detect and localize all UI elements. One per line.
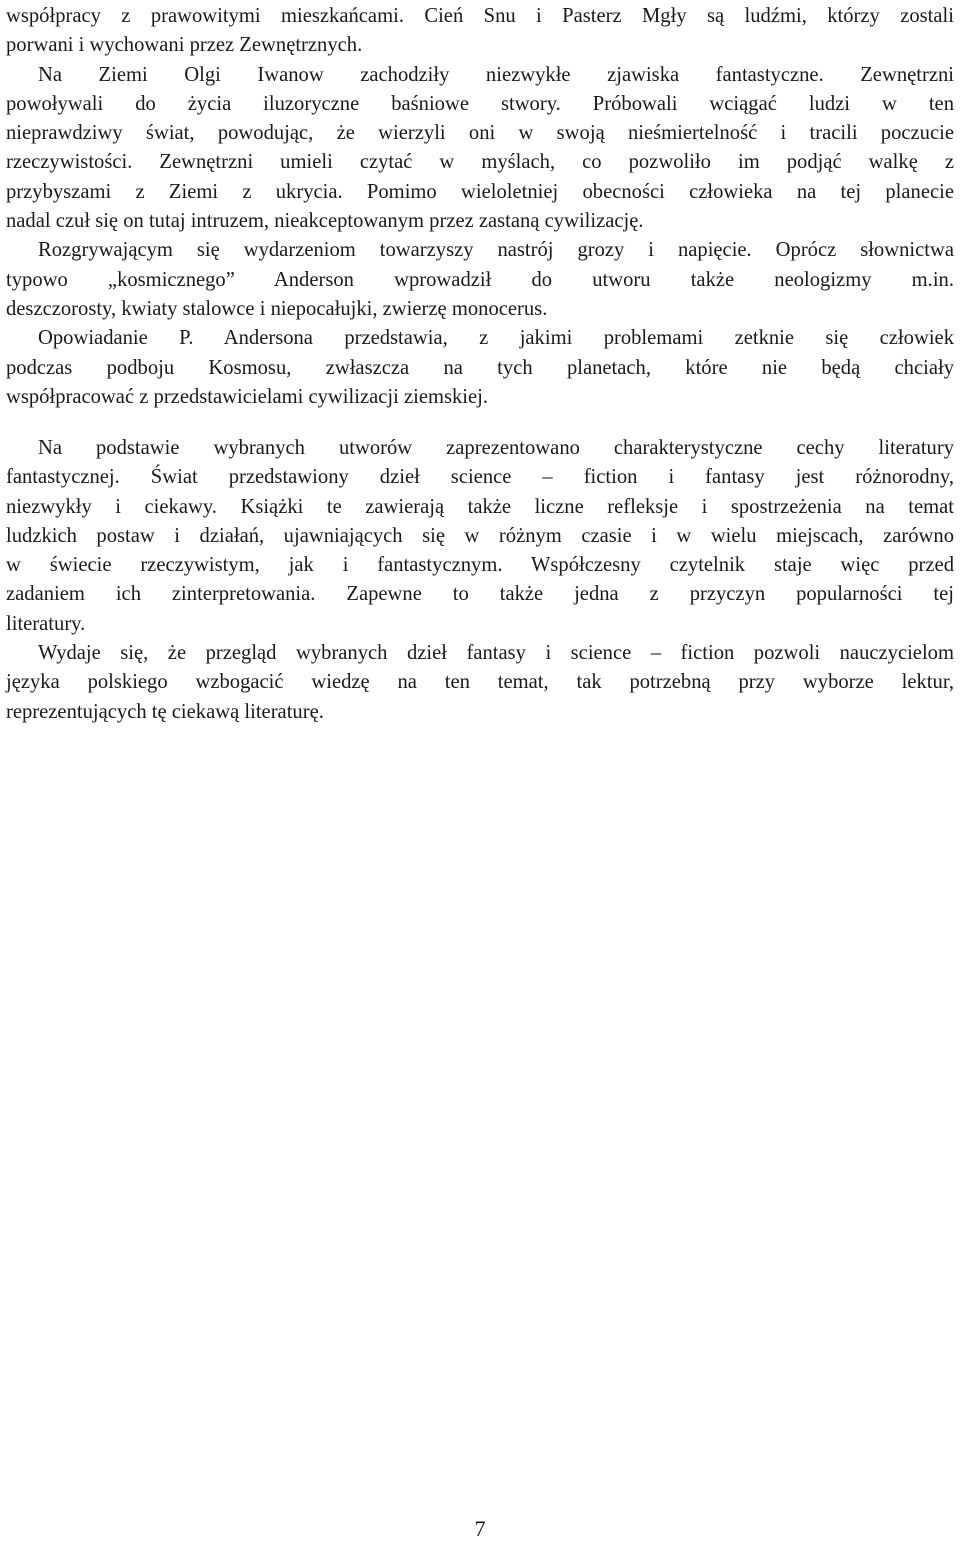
- paragraph-group-2: [6, 434, 954, 727]
- text-line: Na podstawie wybranych utworów zaprezentowano charakterystyczne cechy literatury: [38, 437, 954, 459]
- text-line: deszczorosty, kwiaty stalowce i niepocałujki, zwierzę monocerus.: [6, 297, 548, 320]
- text-line: fantastycznej. Świat przedstawiony dzieł science – fiction i fantasy jest różnorodny,: [6, 466, 954, 489]
- text-line: ludzkich postaw i działań, ujawniających się w różnym czasie i w wielu miejscach, zarówno: [6, 524, 954, 547]
- text-line: zadaniem ich zinterpretowania. Zapewne to także jedna z przyczyn popularności tej: [6, 583, 954, 606]
- text-line: powoływali do życia iluzoryczne baśniowe stwory. Próbowali wciągać ludzi w ten: [6, 92, 954, 115]
- text-line: języka polskiego wzbogacić wiedzę na ten temat, tak potrzebną przy wyborze lektur,: [6, 671, 954, 694]
- text-line: Opowiadanie P. Andersona przedstawia, z jakimi problemami zetknie się człowiek: [38, 327, 954, 350]
- text-line: współpracy z prawowitymi mieszkańcami. Cień Snu i Pasterz Mgły są ludźmi, którzy zostali: [6, 5, 954, 27]
- text-line: Wydaje się, że przegląd wybranych dzieł fantasy i science – fiction pozwoli nauczycielom: [38, 642, 954, 665]
- text-line: rzeczywistości. Zewnętrzni umieli czytać w myślach, co pozwoliło im podjąć walkę z: [6, 151, 954, 174]
- paragraph-group-1: [6, 2, 954, 412]
- text-line: Rozgrywającym się wydarzeniom towarzyszy nastrój grozy i napięcie. Oprócz słownictwa: [38, 239, 954, 262]
- text-line: literatury.: [6, 612, 86, 635]
- page-number: 7: [474, 1516, 486, 1541]
- text-line: współpracować z przedstawicielami cywilizacji ziemskiej.: [6, 385, 489, 408]
- text-line: Na Ziemi Olgi Iwanow zachodziły niezwykłe zjawiska fantastyczne. Zewnętrzni: [38, 63, 954, 86]
- text-line: typowo „kosmicznego” Anderson wprowadził do utworu także neologizmy m.in.: [6, 268, 954, 291]
- text-line: reprezentujących tę ciekawą literaturę.: [6, 700, 324, 723]
- text-line: nieprawdziwy świat, powodując, że wierzyli oni w swoją nieśmiertelność i tracili poczucie: [6, 122, 954, 145]
- text-line: porwani i wychowani przez Zewnętrznych.: [6, 34, 363, 57]
- text-line: przybyszami z Ziemi z ukrycia. Pomimo wieloletniej obecności człowieka na tej planecie: [6, 180, 954, 203]
- text-line: podczas podboju Kosmosu, zwłaszcza na tych planetach, które nie będą chciały: [6, 356, 954, 379]
- text-line: niezwykły i ciekawy. Książki te zawierają także liczne refleksje i spostrzeżenia na temat: [6, 495, 954, 518]
- text-line: nadal czuł się on tutaj intruzem, nieakceptowanym przez zastaną cywilizację.: [6, 210, 644, 233]
- text-line: w świecie rzeczywistym, jak i fantastycznym. Współczesny czytelnik staje więc przed: [6, 554, 954, 577]
